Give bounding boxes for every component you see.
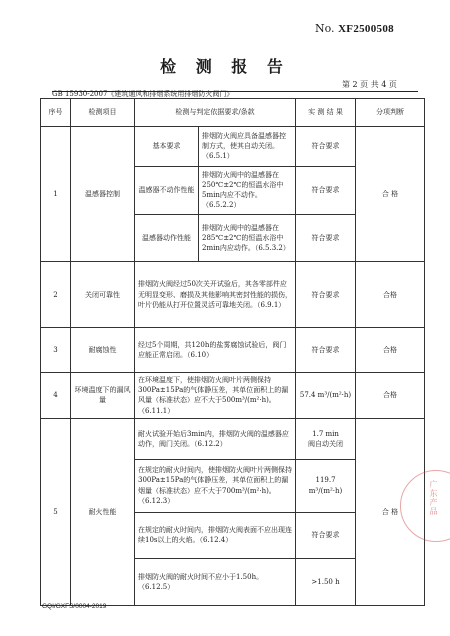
row1-sub2-result: 符合要求 — [296, 166, 356, 214]
row5-sub4-req: 排烟防火阀的耐火时间不应小于1.50h。（6.12.5） — [135, 559, 296, 606]
row3-no: 3 — [41, 328, 71, 373]
row5-sub4-result: >1.50 h — [296, 559, 356, 606]
row1-sub3-name: 温感器动作性能 — [135, 214, 199, 262]
row1-sub2-req: 排烟防火阀中的温感器在250℃±2℃的恒温水浴中5min内应不动作。（6.5.2.2） — [199, 166, 296, 214]
row2-judgement: 合格 — [356, 262, 425, 328]
col-header-requirement: 检测与判定依据要求/条款 — [135, 99, 296, 127]
row3-req: 经过5个周期，共120h的盐雾腐蚀试验后，阀门应能正常启闭。（6.10） — [135, 328, 296, 373]
row4-req: 在环境温度下，使排烟防火阀叶片两侧保持300Pa±15Pa的气体静压差，其单位面积上的漏风量（标准状态）应不大于500m³/(m²·h)。（6.11.1） — [135, 372, 296, 419]
row1-judgement: 合 格 — [356, 126, 425, 262]
table-row — [41, 126, 425, 166]
row5-sub1-result: 1.7 min 阀自动关闭 — [296, 419, 356, 459]
row5-sub2-result: 119.7 m³/(m²·h) — [296, 459, 356, 512]
row2-req: 排烟防火阀经过50次关开试验后，其各零部件应无明显变形、磨损及其他影响其密封性能的损伤，叶片仍能从打开位置灵活可靠地关闭。（6.9.1） — [135, 262, 296, 328]
row2-result: 符合要求 — [296, 262, 356, 328]
row4-no: 4 — [41, 372, 71, 419]
row1-item: 温感器控制 — [71, 126, 135, 262]
official-seal-text: 广东产品 — [429, 480, 438, 516]
results-table — [40, 98, 425, 606]
table-row — [41, 328, 425, 373]
table-row — [41, 419, 425, 459]
row5-sub3-req: 在规定的耐火时间内，排烟防火阀表面不应出现连续10s以上的火焰。（6.12.4） — [135, 512, 296, 559]
row4-result: 57.4 m³/(m²·h) — [296, 372, 356, 419]
col-header-result: 实 测 结 果 — [296, 99, 356, 127]
row5-item: 耐火性能 — [71, 419, 135, 606]
row1-no: 1 — [41, 126, 71, 262]
row1-sub2-name: 温感器不动作性能 — [135, 166, 199, 214]
row3-judgement: 合格 — [356, 328, 425, 373]
row2-no: 2 — [41, 262, 71, 328]
row5-sub3-result: 符合要求 — [296, 512, 356, 559]
row1-sub3-req: 排烟防火阀中的温感器在285℃±2℃的恒温水浴中2min内应动作。（6.5.3.2） — [199, 214, 296, 262]
row3-item: 耐腐蚀性 — [71, 328, 135, 373]
row1-sub3-result: 符合要求 — [296, 214, 356, 262]
table-row — [41, 262, 425, 328]
row5-no: 5 — [41, 419, 71, 606]
footer-code: GQI/GXFS/0004-2019 — [42, 603, 107, 610]
header-rule — [52, 91, 418, 92]
report-number-label: No. — [315, 22, 335, 35]
row4-judgement: 合格 — [356, 372, 425, 419]
table-row — [41, 372, 425, 419]
table-header-row — [41, 99, 425, 127]
col-header-judgement: 分项判断 — [356, 99, 425, 127]
row5-sub1-req: 耐火试验开始后3min内，排烟防火阀的温感器应动作，阀门关闭。（6.12.2） — [135, 419, 296, 459]
standard-reference: GB 15930-2007《建筑通风和排烟系统用排烟防火阀门》 — [52, 90, 234, 98]
report-number — [315, 22, 394, 35]
report-number-value: XF2500508 — [338, 23, 394, 35]
row1-sub1-name: 基本要求 — [135, 126, 199, 166]
row4-item: 环境温度下的漏风量 — [71, 372, 135, 419]
row2-item: 关闭可靠性 — [71, 262, 135, 328]
row1-sub1-result: 符合要求 — [296, 126, 356, 166]
row3-result: 符合要求 — [296, 328, 356, 373]
row1-sub1-req: 排烟防火阀应具备温感器控制方式，使其自动关闭。（6.5.1） — [199, 126, 296, 166]
row5-judgement: 合 格 — [356, 419, 425, 606]
page-info: 第 2 页 共 4 页 — [342, 80, 397, 89]
page-title: 检 测 报 告 — [160, 57, 290, 76]
row5-sub2-req: 在规定的耐火时间内，使排烟防火阀叶片两侧保持300Pa±15Pa的气体静压差，其单位面积上的漏烟量（标准状态）应不大于700m³/(m²·h)。（6.12.3） — [135, 459, 296, 512]
col-header-item: 检测项目 — [71, 99, 135, 127]
col-header-no: 序号 — [41, 99, 71, 127]
